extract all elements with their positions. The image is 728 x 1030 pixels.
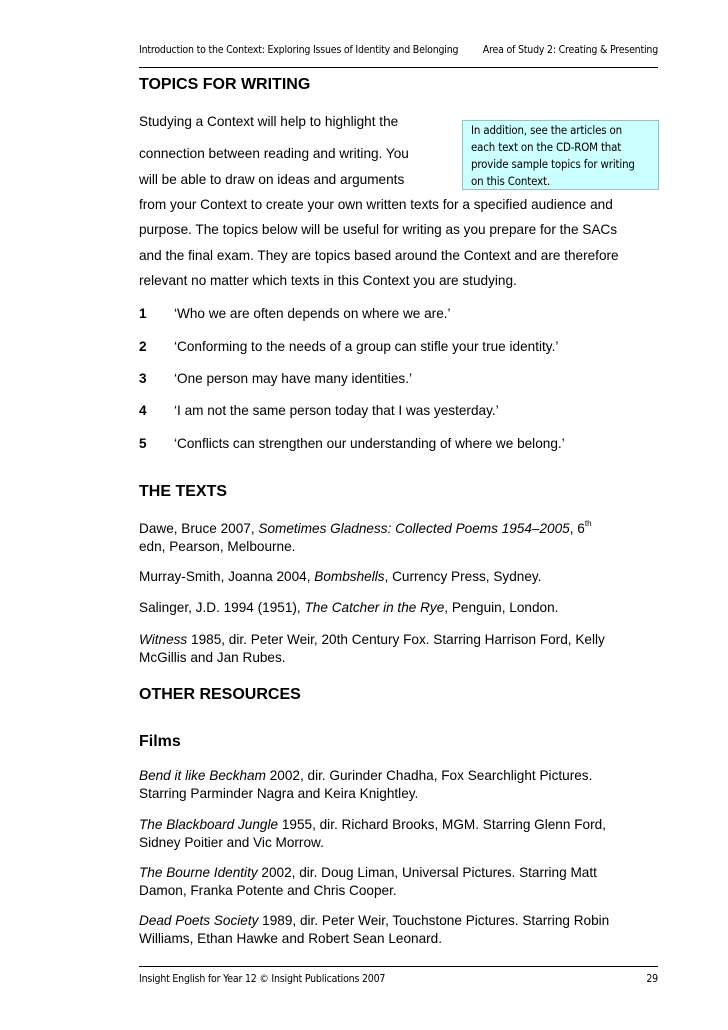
- header-rule: [139, 67, 658, 68]
- film-entry: Bend it like Beckham 2002, dir. Gurinder Chadha, Fox Searchlight Pictures.: [139, 768, 593, 783]
- texts-heading: THE TEXTS: [139, 483, 228, 500]
- text-entry-dawe-line2: edn, Pearson, Melbourne.: [139, 539, 296, 554]
- topic-number: 4: [139, 403, 147, 418]
- film-entry: The Blackboard Jungle 1955, dir. Richard Brooks, MGM. Starring Glenn Ford,: [139, 817, 606, 832]
- film-entry-line2: Starring Parminder Nagra and Keira Knightley.: [139, 786, 419, 801]
- callout-line: each text on the CD-ROM that: [471, 140, 622, 154]
- intro-line: from your Context to create your own written texts for a specified audience and: [139, 197, 613, 212]
- intro-line: connection between reading and writing. You: [139, 146, 409, 161]
- text-entry-salinger: Salinger, J.D. 1994 (1951), The Catcher in the Rye, Penguin, London.: [139, 600, 559, 615]
- intro-line: purpose. The topics below will be useful for writing as you prepare for the SACs: [139, 222, 618, 237]
- topics-heading: TOPICS FOR WRITING: [139, 76, 311, 93]
- film-entry-line2: Williams, Ethan Hawke and Robert Sean Leonard.: [139, 931, 442, 946]
- footer-copyright: Insight English for Year 12 © Insight Publications 2007: [139, 973, 386, 985]
- page-number: 29: [646, 973, 658, 985]
- footer-rule: [139, 966, 658, 967]
- topic-text: ‘Who we are often depends on where we are.’: [174, 306, 451, 321]
- topic-text: ‘One person may have many identities.’: [174, 371, 413, 386]
- intro-line: and the final exam. They are topics based around the Context and are therefore: [139, 248, 619, 263]
- film-entry: The Bourne Identity 2002, dir. Doug Liman, Universal Pictures. Starring Matt: [139, 865, 597, 880]
- topic-text: ‘Conflicts can strengthen our understanding of where we belong.’: [174, 436, 565, 451]
- topic-number: 3: [139, 371, 147, 386]
- text-entry-witness: Witness 1985, dir. Peter Weir, 20th Century Fox. Starring Harrison Ford, Kelly: [139, 632, 605, 647]
- topic-number: 1: [139, 306, 147, 321]
- callout-line: provide sample topics for writing: [471, 157, 635, 171]
- intro-line: Studying a Context will help to highlight the: [139, 114, 399, 129]
- films-heading: Films: [139, 733, 181, 750]
- film-entry-line2: Damon, Franka Potente and Chris Cooper.: [139, 883, 397, 898]
- topic-number: 5: [139, 436, 147, 451]
- intro-line: relevant no matter which texts in this Context you are studying.: [139, 273, 517, 288]
- topic-text: ‘Conforming to the needs of a group can stifle your true identity.’: [174, 339, 559, 354]
- running-header-right: Area of Study 2: Creating & Presenting: [482, 44, 658, 56]
- text-entry-witness-line2: McGillis and Jan Rubes.: [139, 650, 286, 665]
- text-entry-dawe: Dawe, Bruce 2007, Sometimes Gladness: Collected Poems 1954–2005, 6th: [139, 519, 592, 536]
- film-entry-line2: Sidney Poitier and Vic Morrow.: [139, 835, 324, 850]
- other-resources-heading: OTHER RESOURCES: [139, 686, 301, 703]
- film-entry: Dead Poets Society 1989, dir. Peter Weir, Touchstone Pictures. Starring Robin: [139, 913, 610, 928]
- text-entry-murray-smith: Murray-Smith, Joanna 2004, Bombshells, Currency Press, Sydney.: [139, 569, 542, 584]
- cd-rom-callout: [462, 120, 659, 190]
- callout-line: In addition, see the articles on: [471, 123, 623, 137]
- callout-line: on this Context.: [471, 174, 550, 188]
- topic-number: 2: [139, 339, 147, 354]
- running-header-left: Introduction to the Context: Exploring Issues of Identity and Belonging: [139, 44, 459, 56]
- intro-line: will be able to draw on ideas and arguments: [139, 172, 405, 187]
- topic-text: ‘I am not the same person today that I was yesterday.’: [174, 403, 499, 418]
